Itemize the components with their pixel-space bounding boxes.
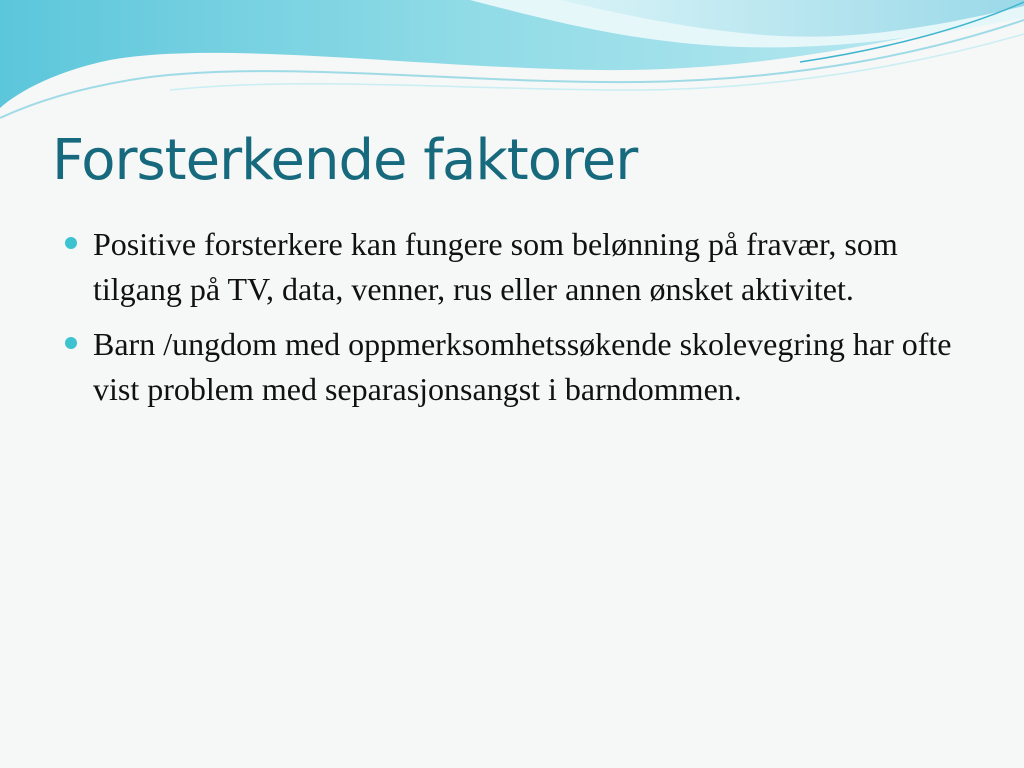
bullet-dot-icon [65, 237, 77, 249]
bullet-list [60, 222, 980, 422]
bullet-text: Barn /ungdom med oppmerksomhetssøkende skolevegring har ofte vist problem med separasjonsangst i barndommen. [93, 326, 952, 407]
bullet-item [60, 322, 980, 412]
bullet-text: Positive forsterkere kan fungere som belønning på fravær, som tilgang på TV, data, venner, rus eller annen ønsket aktivitet. [93, 226, 898, 307]
slide-title: Forsterkende faktorer [52, 128, 638, 193]
decorative-wave-header [0, 0, 1024, 130]
bullet-item [60, 222, 980, 312]
bullet-dot-icon [65, 337, 77, 349]
